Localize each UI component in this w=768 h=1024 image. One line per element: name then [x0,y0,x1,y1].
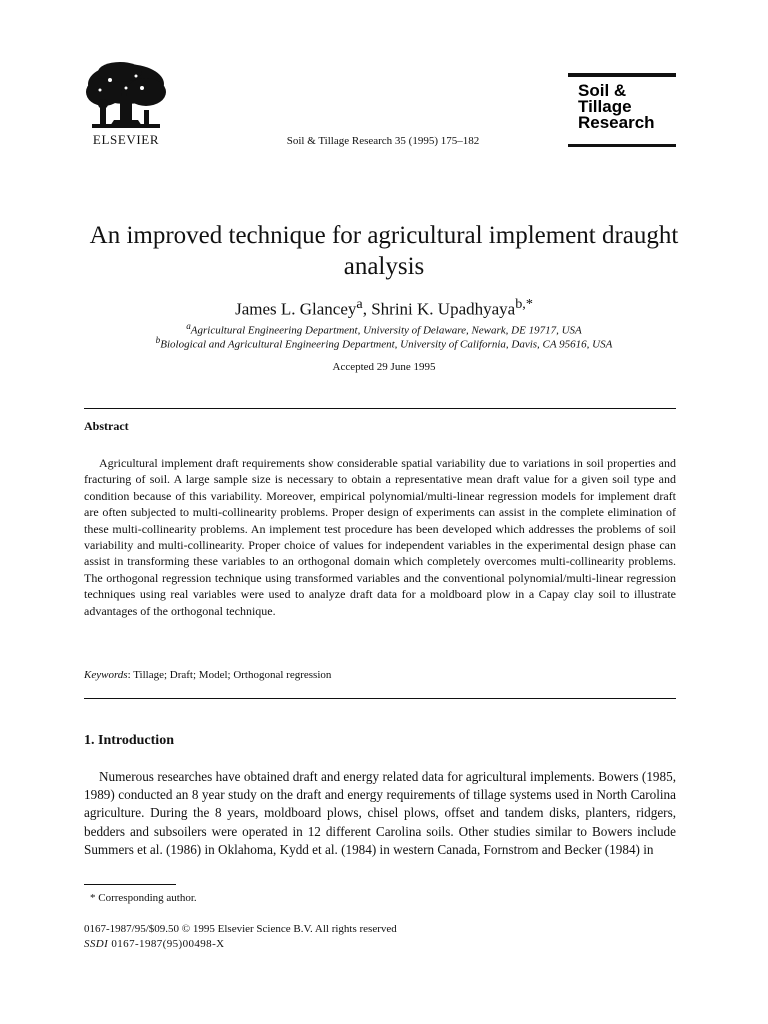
footnote [90,892,197,904]
ssdi-code: 0167-1987(95)00498-X [111,938,225,950]
affiliation-text: Biological and Agricultural Engineering Department, University of California, Davis, CA 95616, USA [160,338,613,351]
author-affiliation-marker: b,* [515,296,533,312]
article-title: An improved technique for agricultural implement draught analysis [89,222,679,280]
keywords-text: Tillage; Draft; Model; Orthogonal regression [133,669,332,681]
publisher-name: ELSEVIER [92,132,160,147]
section-heading: 1. Introduction [84,733,174,748]
divider [84,698,676,699]
journal-citation: Soil & Tillage Research 35 (1995) 175–182 [286,135,480,147]
copyright-line: 0167-1987/95/$09.50 © 1995 Elsevier Science B.V. All rights reserved [84,923,397,935]
journal-logo-name [578,83,678,131]
author-name: James L. Glancey [235,299,357,319]
ssdi-line [84,938,224,950]
ssdi-label: SSDI [84,938,109,950]
keywords [84,669,676,681]
journal-logo-top-bar [568,73,676,77]
section-body: Numerous researches have obtained draft and energy related data for agricultural implements. Bowers (1985, 1989) conducted an 8 year study on the draft and energy requirements of tillage systems used in North Carolina agriculture. During the 8 years, moldboard plows, chisel plows, offset and tandem disks, planters, ridgers, bedders and subsoilers were operated in 12 different Carolina soils. Other studies similar to Bowers include Summers et al. (1986) in Oklahoma, Kydd et al. (1984) in western Canada, Fornstrom and Becker (1984) in [84,769,676,857]
footnote-divider [84,884,176,885]
author-name: Shrini K. Upadhyaya [371,299,516,319]
journal-logo-line-2: Tillage [578,97,632,116]
journal-logo-bottom-bar [568,144,676,147]
journal-logo [568,73,678,149]
abstract-text: Agricultural implement draft requirements show considerable spatial variability due to variations in soil properties and fracturing of soil. A large sample size is necessary to obtain a representative mean draft value for a given soil type and condition because of this variability. Moreover, empirical polynomial/multi-linear regression models for implement draft are often subjected to multi-collinearity problems. Proper design of experiments can assist in the complete elimination of these multi-collinearity problems. An implement test procedure has been developed which addresses the problems of soil variability and multi-collinearity. Proper choice of values for independent variables in the experimental design phase can assist in transforming these variables to an orthogonal domain which completely overcomes multi-collinearity problems. The orthogonal regression technique using transformed variables and the conventional polynomial/multi-linear regression techniques using real variables were used to analyze draft data for a moldboard plow in a Capay clay soil to illustrate advantages of the orthogonal technique. [84,456,676,618]
abstract-heading: Abstract [84,419,129,433]
author-affiliation-marker: a [356,296,363,312]
affiliation-marker: a [186,321,191,331]
author-separator: , [362,299,372,319]
divider [84,408,676,409]
journal-logo-line-1: Soil & [578,81,627,100]
footnote-marker: * [90,892,96,904]
author-list [70,296,698,320]
keywords-label: Keywords [84,669,128,681]
accepted-date: Accepted 29 June 1995 [332,361,436,373]
affiliation-text: Agricultural Engineering Department, University of Delaware, Newark, DE 19717, USA [190,324,582,337]
footnote-text: Corresponding author. [98,892,197,904]
journal-logo-line-3: Research [578,113,655,132]
keywords-colon: : [127,669,134,681]
affiliation-b [70,335,698,351]
affiliation-marker: b [155,335,161,345]
